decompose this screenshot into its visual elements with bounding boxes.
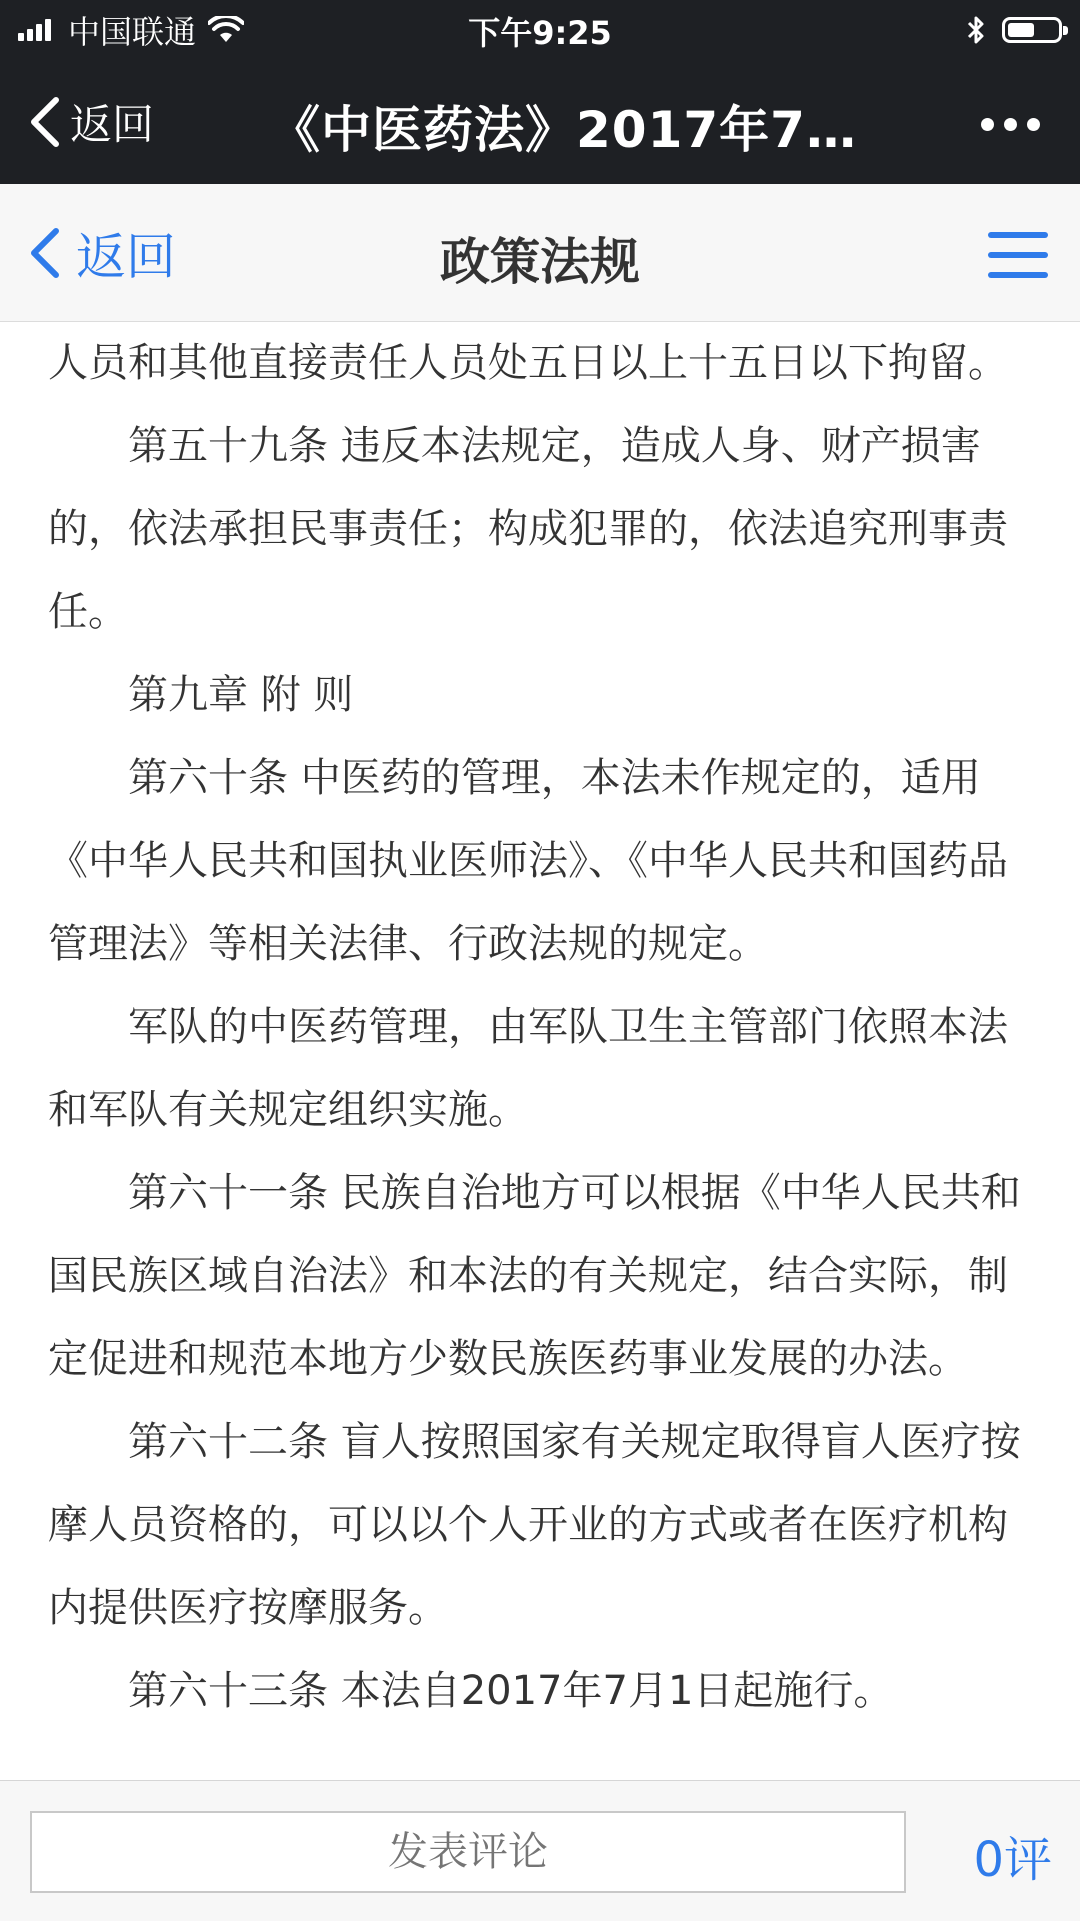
status-time: 下午9:25 <box>468 14 612 52</box>
battery-icon <box>1002 17 1062 43</box>
chapter-heading: 第九章 附 则 <box>128 672 354 718</box>
paragraph: 第六十三条 本法自2017年7月1日起施行。 <box>128 1668 894 1714</box>
paragraph: 第六十条 中医药的管理，本法未作规定的，适用《中华人民共和国执业医师法》、《中华人民共和国药品管理法》等相关法律、行政法规的规定。 <box>48 755 1008 967</box>
webview-back-button[interactable] <box>28 92 154 152</box>
page-title: 政策法规 <box>440 233 640 291</box>
paragraph: 军队的中医药管理，由军队卫生主管部门依照本法和军队有关规定组织实施。 <box>48 1004 1008 1133</box>
paragraph: 人员和其他直接责任人员处五日以上十五日以下拘留。 <box>48 340 1008 386</box>
webview-title: 《中医药法》2017年7… <box>270 101 857 159</box>
webview-nav-bar <box>0 60 1080 184</box>
comment-input[interactable] <box>30 1811 906 1893</box>
page-nav-bar <box>0 184 1080 322</box>
page-back-label: 返回 <box>76 228 176 286</box>
chevron-left-icon <box>28 96 62 148</box>
webview-back-label: 返回 <box>70 100 155 149</box>
paragraph: 第六十二条 盲人按照国家有关规定取得盲人医疗按摩人员资格的，可以以个人开业的方式或者在医疗机构内提供医疗按摩服务。 <box>48 1419 1021 1631</box>
more-options-icon[interactable] <box>971 118 1040 131</box>
comment-count-button[interactable]: 0评 <box>973 1832 1052 1888</box>
article-body <box>48 322 1028 1733</box>
paragraph: 第六十一条 民族自治地方可以根据《中华人民共和国民族区域自治法》和本法的有关规定，结合实际，制定促进和规范本地方少数民族医药事业发展的办法。 <box>48 1170 1021 1382</box>
status-right <box>966 12 1062 48</box>
article-content[interactable] <box>0 322 1080 1780</box>
paragraph: 第五十九条 违反本法规定，造成人身、财产损害的，依法承担民事责任；构成犯罪的，依法追究刑事责任。 <box>48 423 1008 635</box>
bluetooth-icon <box>966 14 986 46</box>
status-bar <box>0 0 1080 60</box>
comment-bar <box>0 1780 1080 1921</box>
carrier-name: 中国联通 <box>68 13 197 51</box>
menu-icon[interactable] <box>988 230 1048 280</box>
